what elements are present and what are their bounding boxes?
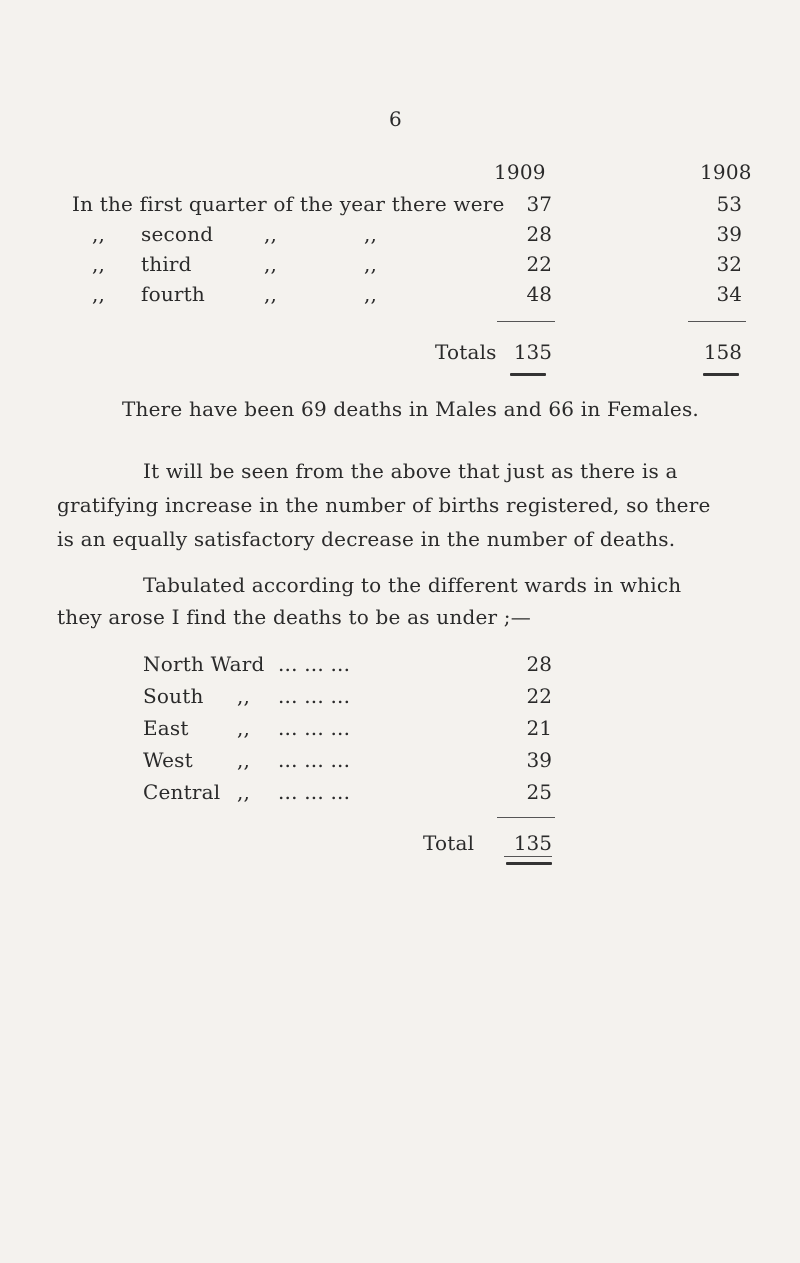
ward-value: 39: [526, 748, 552, 772]
ward-name: East: [143, 716, 189, 740]
totals-label: Totals: [435, 340, 497, 364]
ditto-mark: ,,: [237, 748, 251, 772]
leader-dots: ... ... ...: [278, 780, 351, 804]
value-1908: 39: [716, 222, 742, 246]
total-value: 135: [513, 831, 552, 855]
sum-rule-1909: [497, 321, 555, 322]
page-number: 6: [389, 107, 402, 131]
leader-dots: ... ... ...: [278, 748, 351, 772]
row-label: second: [141, 222, 214, 246]
ditto-mark: ,,: [364, 222, 378, 246]
row-label: In the first quarter of the year there were: [72, 192, 505, 216]
total-1908: 158: [703, 340, 742, 364]
value-1908: 53: [716, 192, 742, 216]
sum-rule-wards: [497, 817, 555, 818]
row-label: fourth: [141, 282, 206, 306]
ditto-mark: ,,: [92, 222, 106, 246]
paragraph-line: they arose I find the deaths to be as under ;—: [57, 605, 531, 629]
row-label: third: [141, 252, 192, 276]
total-1909: 135: [513, 340, 552, 364]
ditto-mark: ,,: [264, 222, 278, 246]
leader-dots: ... ... ...: [278, 652, 351, 676]
ditto-mark: ,,: [237, 684, 251, 708]
ward-value: 28: [526, 652, 552, 676]
paragraph-line: gratifying increase in the number of births registered, so there: [57, 493, 711, 517]
ditto-mark: ,,: [92, 282, 106, 306]
double-rule-wards: [506, 862, 552, 865]
ward-value: 22: [526, 684, 552, 708]
ditto-mark: ,,: [364, 282, 378, 306]
sum-rule-1908: [688, 321, 746, 322]
double-rule-1909: [510, 373, 546, 376]
paragraph-line: It will be seen from the above that just as there is a: [143, 459, 678, 483]
value-1908: 34: [716, 282, 742, 306]
ward-value: 21: [526, 716, 552, 740]
ditto-mark: ,,: [237, 716, 251, 740]
value-1909: 28: [526, 222, 552, 246]
ditto-mark: ,,: [237, 780, 251, 804]
year-header-1908: 1908: [700, 160, 752, 184]
total-label: Total: [423, 831, 475, 855]
sex-sentence: There have been 69 deaths in Males and 66 in Females.: [122, 397, 699, 421]
double-rule-1908: [703, 373, 739, 376]
paragraph-line: Tabulated according to the different wards in which: [143, 573, 682, 597]
value-1909: 37: [526, 192, 552, 216]
value-1909: 48: [526, 282, 552, 306]
leader-dots: ... ... ...: [278, 684, 351, 708]
paragraph-line: is an equally satisfactory decrease in the number of deaths.: [57, 527, 676, 551]
ditto-mark: ,,: [364, 252, 378, 276]
ditto-mark: ,,: [264, 282, 278, 306]
ward-name: South: [143, 684, 204, 708]
ward-value: 25: [526, 780, 552, 804]
value-1909: 22: [526, 252, 552, 276]
ward-name: Central: [143, 780, 221, 804]
value-1908: 32: [716, 252, 742, 276]
ditto-mark: ,,: [92, 252, 106, 276]
year-header-1909: 1909: [494, 160, 546, 184]
total-underline: [504, 856, 552, 857]
ward-name: North Ward: [143, 652, 265, 676]
ditto-mark: ,,: [264, 252, 278, 276]
ward-name: West: [143, 748, 193, 772]
leader-dots: ... ... ...: [278, 716, 351, 740]
